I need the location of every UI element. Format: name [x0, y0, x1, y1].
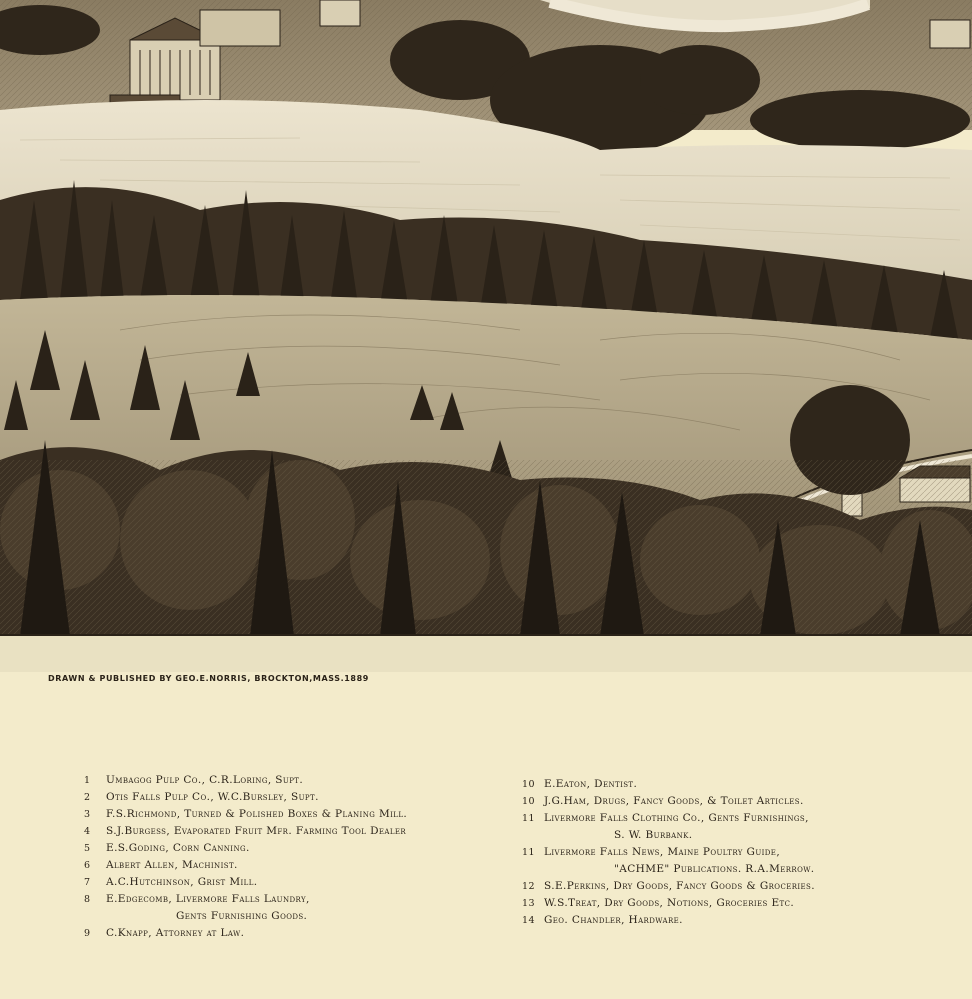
legend-right-column	[522, 776, 962, 929]
legend-entry	[522, 912, 962, 929]
mat-band	[0, 636, 972, 672]
legend-number: 9	[84, 928, 91, 939]
legend-entry	[84, 840, 504, 857]
legend-text: Albert Allen, Machinist.	[106, 859, 238, 871]
legend-entry	[522, 895, 962, 912]
legend-left-column	[84, 772, 504, 942]
legend-entry	[84, 823, 504, 840]
legend-text-continued: S. W. Burbank.	[614, 829, 693, 841]
legend-text: Otis Falls Pulp Co., W.C.Bursley, Supt.	[106, 791, 319, 803]
legend-text: A.C.Hutchinson, Grist Mill.	[106, 876, 258, 888]
publisher-credit: DRAWN & PUBLISHED BY GEO.E.NORRIS, BROCKTON,MASS.1889	[48, 674, 369, 683]
legend-text: W.S.Treat, Dry Goods, Notions, Groceries Etc.	[544, 897, 795, 909]
legend-text: S.E.Perkins, Dry Goods, Fancy Goods & Groceries.	[544, 880, 815, 892]
legend-entry	[84, 789, 504, 806]
legend-number: 6	[84, 860, 91, 871]
legend-text: C.Knapp, Attorney at Law.	[106, 927, 245, 939]
legend-entry	[84, 806, 504, 823]
legend-number: 4	[84, 826, 91, 837]
legend-text: Umbagog Pulp Co., C.R.Loring, Supt.	[106, 774, 304, 786]
legend-entry	[522, 844, 962, 878]
legend-number: 1	[84, 775, 91, 786]
legend-text: E.Edgecomb, Livermore Falls Laundry,	[106, 893, 310, 905]
legend-number: 3	[84, 809, 91, 820]
legend-entry	[84, 857, 504, 874]
legend-text: E.S.Goding, Corn Canning.	[106, 842, 250, 854]
legend-text: Livermore Falls News, Maine Poultry Guide,	[544, 846, 781, 858]
legend-text: Livermore Falls Clothing Co., Gents Furnishings,	[544, 812, 809, 824]
legend-text: J.G.Ham, Drugs, Fancy Goods, & Toilet Articles.	[544, 795, 804, 807]
legend-entry	[522, 878, 962, 895]
legend-text: E.Eaton, Dentist.	[544, 778, 638, 790]
legend-text-continued: Gents Furnishing Goods.	[176, 910, 308, 922]
legend-text: F.S.Richmond, Turned & Polished Boxes & Planing Mill.	[106, 808, 408, 820]
legend-entry	[84, 891, 504, 925]
legend-number: 10	[522, 796, 535, 807]
legend-number: 12	[522, 881, 535, 892]
legend-text: S.J.Burgess, Evaporated Fruit Mfr. Farming Tool Dealer	[106, 825, 407, 837]
legend-number: 14	[522, 915, 535, 926]
legend-number: 11	[522, 813, 535, 824]
legend-text-continued: "ACHME" Publications. R.A.Merrow.	[614, 863, 815, 875]
legend-entry	[522, 793, 962, 810]
legend-entry	[84, 925, 504, 942]
legend-entry	[522, 776, 962, 793]
legend-number: 7	[84, 877, 91, 888]
legend-number: 8	[84, 894, 91, 905]
legend-number: 2	[84, 792, 91, 803]
legend-number: 11	[522, 847, 535, 858]
legend-entry	[84, 874, 504, 891]
legend-number: 5	[84, 843, 91, 854]
legend-number: 13	[522, 898, 535, 909]
legend-text: Geo. Chandler, Hardware.	[544, 914, 683, 926]
legend-entry	[522, 810, 962, 844]
legend-entry	[84, 772, 504, 789]
legend-number: 10	[522, 779, 535, 790]
